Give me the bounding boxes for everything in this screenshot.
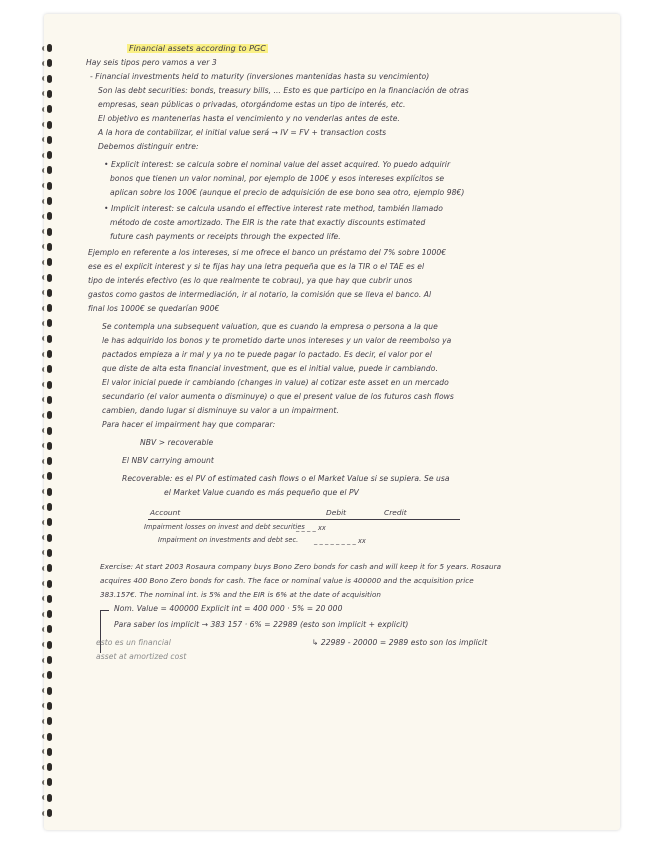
note-line: final los 1000€ se quedarían 900€ (88, 304, 220, 313)
binder-ring (42, 627, 53, 632)
journal-row-amount: _ _ _ _ _ _ _ _ xx (314, 537, 366, 545)
binder-ring (42, 550, 53, 555)
note-line: NBV > recoverable (140, 438, 214, 447)
binder-ring (42, 168, 53, 173)
binder-ring (42, 474, 53, 479)
note-line: gastos como gastos de intermediación, ir al notario, la comisión que se lleva el banco. Al (88, 290, 432, 299)
binder-ring (42, 397, 53, 402)
binder-ring (42, 765, 53, 770)
journal-row-label: Impairment on investments and debt sec. (158, 536, 299, 544)
journal-account-header: Account (150, 508, 181, 517)
note-line: pactados empieza a ir mal y ya no te puede pagar lo pactado. Es decir, el valor por el (102, 350, 432, 359)
binder-ring (42, 734, 53, 739)
binder-ring (42, 244, 53, 249)
note-line: Ejemplo en referente a los intereses, si me ofrece el banco un préstamo del 7% sobre 1000€ (88, 248, 447, 257)
binder-ring (42, 306, 53, 311)
binder-ring (42, 199, 53, 204)
binder-ring (42, 428, 53, 433)
binder-ring (42, 505, 53, 510)
binder-ring (42, 260, 53, 265)
binder-ring (42, 535, 53, 540)
exercise-line: 383.157€. The nominal int. is 5% and the EIR is 6% at the date of acquisition (100, 590, 382, 599)
note-line: cambien, dando lugar si disminuye su valor a un impairment. (102, 406, 339, 415)
binder-ring (42, 612, 53, 617)
binder-ring (42, 91, 53, 96)
binder-ring (42, 566, 53, 571)
journal-header-rule (148, 519, 460, 520)
exercise-line: Exercise: At start 2003 Rosaura company buys Bono Zero bonds for cash and will keep it for 5 years. Rosaura (100, 562, 502, 571)
note-line: Son las debt securities: bonds, treasury bills, ... Esto es que participo en la financiación de otras (98, 86, 469, 95)
binder-ring (42, 61, 53, 66)
binder-ring (42, 703, 53, 708)
note-line: Hay seis tipos pero vamos a ver 3 (86, 58, 217, 67)
note-line: tipo de interés efectivo (es lo que realmente te cobrau), ya que hay que cubrir unos (88, 276, 413, 285)
note-line: ese es el explicit interest y si te fijas hay una letra pequeña que es la TIR o el TAE es el (88, 262, 425, 271)
note-line: método de coste amortizado. The EIR is the rate that exactly discounts estimated (110, 218, 426, 227)
binder-ring (42, 107, 53, 112)
note-line: El valor inicial puede ir cambiando (changes in value) al cotizar este asset en un mercado (102, 378, 449, 387)
note-line: A la hora de contabilizar, el initial value será → IV = FV + transaction costs (98, 128, 387, 137)
note-line: • Explicit interest: se calcula sobre el nominal value del asset acquired. Yo puedo adquirir (104, 160, 451, 169)
notebook-page (44, 14, 620, 830)
binder-ring (42, 413, 53, 418)
binder-ring (42, 673, 53, 678)
binder-ring (42, 658, 53, 663)
note-line: Debemos distinguir entre: (98, 142, 199, 151)
binder-ring (42, 642, 53, 647)
binder-ring (42, 459, 53, 464)
binder-ring (42, 596, 53, 601)
binder-ring (42, 336, 53, 341)
binder-ring (42, 214, 53, 219)
binder-ring (42, 749, 53, 754)
note-line: future cash payments or receipts through the expected life. (110, 232, 341, 241)
exercise-line: Nom. Value = 400000 Explicit int = 400 000 · 5% = 20 000 (114, 604, 343, 613)
pencil-note: esto es un financial (96, 638, 171, 647)
note-line: • Implicit interest: se calcula usando el effective interest rate method, también llamado (104, 204, 443, 213)
pencil-note: asset at amortized cost (96, 652, 187, 661)
binder-ring (42, 290, 53, 295)
binder-ring (42, 46, 53, 51)
journal-debit-header: Debit (326, 508, 347, 517)
binder-ring (42, 352, 53, 357)
binder-ring (42, 137, 53, 142)
exercise-line: ↳ 22989 - 20000 = 2989 esto son los implicit (312, 638, 488, 647)
binder-ring (42, 76, 53, 81)
binder-ring (42, 443, 53, 448)
binder-ring (42, 321, 53, 326)
exercise-line: Para saber los implicit → 383 157 · 6% = 22989 (esto son implicit + explicit) (114, 620, 409, 629)
journal-row-amount: _ _ _ _ xx (296, 524, 326, 532)
binder-ring (42, 382, 53, 387)
binder-ring (42, 153, 53, 158)
journal-row-label: Impairment losses on invest and debt securities (144, 523, 305, 531)
binder-ring (42, 780, 53, 785)
page-title: Financial assets according to PGC (129, 44, 266, 53)
binder-ring (42, 229, 53, 234)
note-line: El NBV carrying amount (122, 456, 214, 465)
binder-ring (42, 581, 53, 586)
note-line: Se contempla una subsequent valuation, que es cuando la empresa o persona a la que (102, 322, 438, 331)
binder-ring (42, 520, 53, 525)
binder-ring (42, 811, 53, 816)
note-line: empresas, sean públicas o privadas, otorgándome estas un tipo de interés, etc. (98, 100, 406, 109)
binder-ring (42, 122, 53, 127)
binder-ring (42, 183, 53, 188)
binder-ring (42, 489, 53, 494)
note-line: aplican sobre los 100€ (aunque el precio de adquisición de ese bono sea otro, ejemplo 98€) (110, 188, 465, 197)
journal-credit-header: Credit (384, 508, 407, 517)
note-line: el Market Value cuando es más pequeño que el PV (164, 488, 359, 497)
binder-ring (42, 275, 53, 280)
exercise-line: acquires 400 Bono Zero bonds for cash. The face or nominal value is 400000 and the acquisition price (100, 576, 474, 585)
note-line: le has adquirido los bonos y te prometido darte unos intereses y un valor de reembolso ya (102, 336, 452, 345)
note-line: que diste de alta esta financial investment, que es el initial value, puede ir cambiando. (102, 364, 438, 373)
binder-ring (42, 367, 53, 372)
note-line: secundario (el valor aumenta o disminuye) o que el present value de los futuros cash flows (102, 392, 454, 401)
note-line: bonos que tienen un valor nominal, por ejemplo de 100€ y esos intereses explícitos se (110, 174, 445, 183)
note-line: El objetivo es mantenerlas hasta el vencimiento y no venderlas antes de este. (98, 114, 400, 123)
binder-ring (42, 688, 53, 693)
note-line: Para hacer el impairment hay que comparar: (102, 420, 276, 429)
note-line: Recoverable: es el PV of estimated cash flows o el Market Value si se supiera. Se usa (122, 474, 450, 483)
note-line: - Financial investments held to maturity (inversiones mantenidas hasta su vencimiento) (90, 72, 430, 81)
binder-ring (42, 795, 53, 800)
binder-ring (42, 719, 53, 724)
